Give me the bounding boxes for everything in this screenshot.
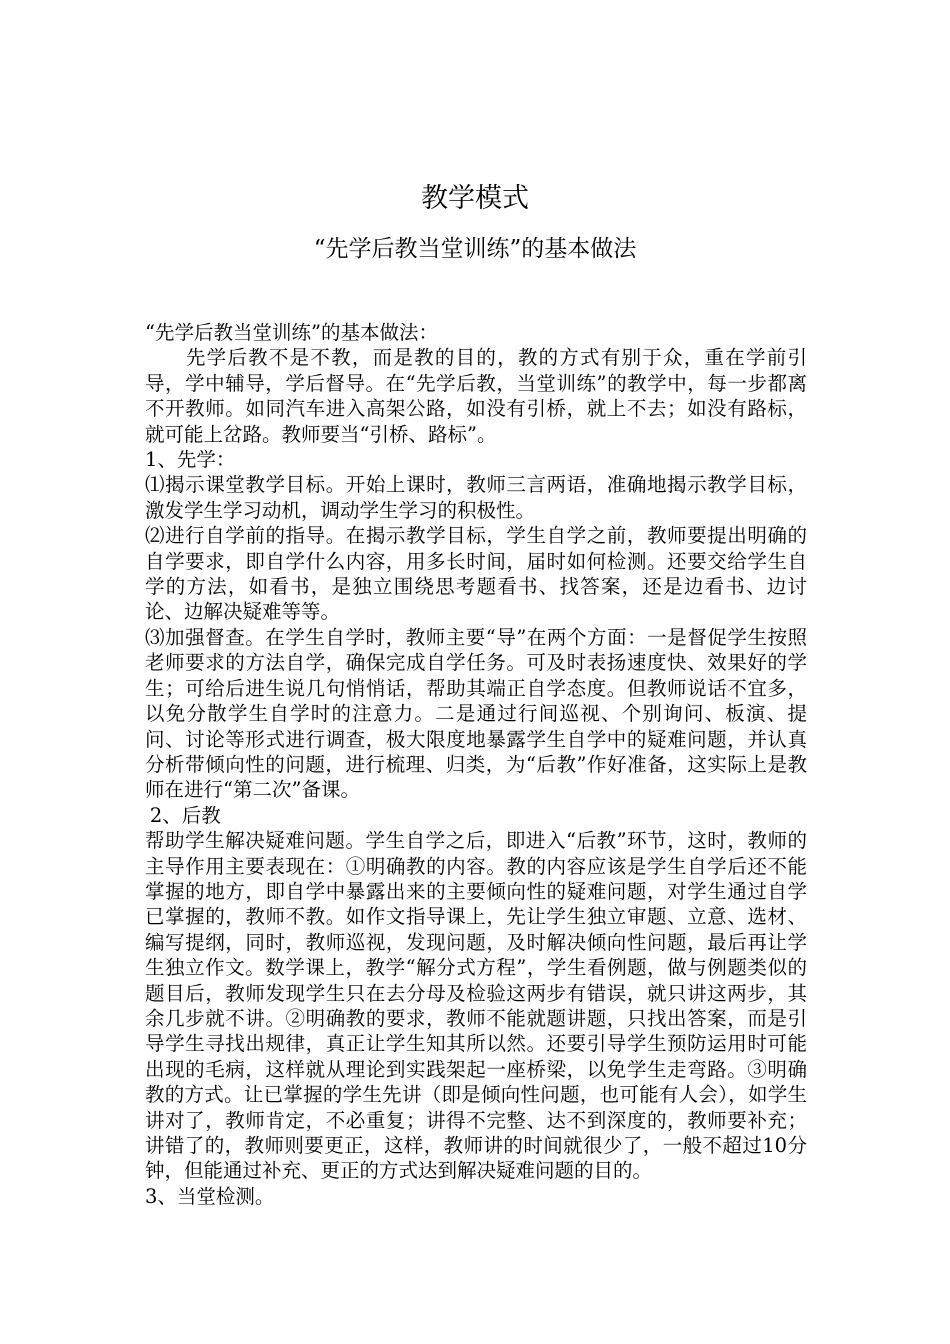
intro-heading: “先学后教当堂训练”的基本做法：	[145, 321, 438, 344]
intro-paragraph: 先学后教不是不教，而是教的目的，教的方式有别于众，重在学前引导，学中辅导，学后督导。在“先学后教，当堂训练”的教学中，每一步都离不开教师。如同汽车进入高架公路，如没有引桥，就上不去；如没有路标，就可能上岔路。教师要当“引桥、路标”。	[145, 346, 807, 446]
section-1-heading: 1、先学：	[145, 448, 236, 472]
section-3-heading: 3、当堂检测。	[145, 1184, 275, 1208]
document-title: 教学模式	[421, 183, 529, 214]
section-1-item-1: ⑴揭示课堂教学目标。开始上课时，教师三言两语，准确地揭示教学目标，激发学生学习动机，调动学生学习的积极性。	[145, 473, 807, 522]
section-1-item-3: ⑶加强督查。在学生自学时，教师主要“导”在两个方面：一是督促学生按照老师要求的方法自学，确保完成自学任务。可及时表扬速度快、效果好的学生；可给后进生说几句悄悄话，帮助其端正自学态度。但教师说话不宜多，以免分散学生自学时的注意力。二是通过行间巡视、个别询问、板演、提问、讨论等形式进行调查，极大限度地暴露学生自学中的疑难问题，并认真分析带倾向性的问题，进行梳理、归类，为“后教”作好准备，这实际上是教师在进行“第二次”备课。	[145, 625, 807, 802]
section-2-paragraph: 帮助学生解决疑难问题。学生自学之后，即进入“后教”环节，这时，教师的主导作用主要表现在：①明确教的内容。教的内容应该是学生自学后还不能掌握的地方，即自学中暴露出来的主要倾向性的疑难问题，对学生通过自学已掌握的，教师不教。如作文指导课上，先让学生独立审题、立意、选材、编写提纲，同时，教师巡视，发现问题，及时解决倾向性问题，最后再让学生独立作文。数学课上，教学“解分式方程”，学生看例题，做与例题类似的题目后，教师发现学生只在去分母及检验这两步有错误，就只讲这两步，其余几步就不讲。②明确教的要求，教师不能就题讲题，只找出答案，而是引导学生寻找出规律，真正让学生知其所以然。还要引导学生预防运用时可能出现的毛病，这样就从理论到实践架起一座桥梁，以免学生走弯路。③明确教的方式。让已掌握的学生先讲（即是倾向性问题，也可能有人会），如学生讲对了，教师肯定，不必重复；讲得不完整、达不到深度的，教师要补充；讲错了的，教师则要更正，这样，教师讲的时间就很少了，一般不超过10分钟，但能通过补充、更正的方式达到解决疑难问题的目的。	[145, 829, 807, 1183]
section-1-item-2: ⑵进行自学前的指导。在揭示教学目标，学生自学之前，教师要提出明确的自学要求，即自学什么内容，用多长时间，届时如何检测。还要交给学生自学的方法，如看书，是独立围绕思考题看书、找答案，还是边看书、边讨论、边解决疑难等等。	[145, 524, 807, 624]
section-2-heading: 2、后教	[149, 803, 221, 827]
document-body	[145, 320, 807, 1209]
document-subtitle: “先学后教当堂训练”的基本做法	[313, 236, 637, 262]
